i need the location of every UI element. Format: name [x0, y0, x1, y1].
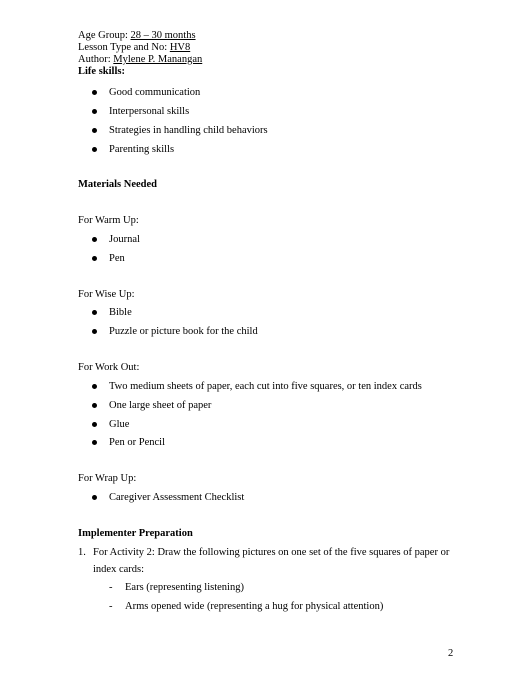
document-page: Age Group: 28 – 30 months Lesson Type and No: HV8 Author: Mylene P. Manangan Life skills: Good communication Interpersonal skills Strategies in handling child behaviors Parenting skills Materials Needed For Warm Up: Journal Pen For Wise Up: Bible Puzzle or picture book for the child For Work Out: Two medium sheets of paper, each cut into five squares, or ten index cards One large sheet of paper Glue Pen or Pencil For Wrap Up: Caregiver Assessment Checklist Implementer Preparation 1. For Activity 2: Draw the following pictures on one set of the five squares of paper or index cards: - Ears (representing listening) - Arms opened wide (representing a hug for physical attention) 2: [78, 30, 454, 659]
preparation-item-line: For Activity 2: Draw the following pictures on one set of the five squares of paper or: [93, 547, 450, 558]
author-line: [78, 54, 202, 66]
dash-marker: -: [109, 582, 113, 593]
preparation-item-line: index cards:: [93, 564, 145, 575]
bullet-icon: [92, 495, 97, 500]
bullet-icon: [92, 109, 97, 114]
bullet-icon: [92, 422, 97, 427]
wrap-up-label: For Wrap Up:: [78, 473, 137, 484]
age-group-value: 28 – 30 months: [130, 30, 196, 41]
bullet-icon: [92, 147, 97, 152]
author-value: Mylene P. Manangan: [113, 54, 203, 65]
dash-marker: -: [109, 601, 113, 612]
bullet-icon: [92, 329, 97, 334]
warm-up-label: For Warm Up:: [78, 215, 139, 226]
lesson-header: [78, 30, 202, 78]
lesson-line: [78, 42, 202, 54]
bullet-icon: [92, 440, 97, 445]
wise-up-label: For Wise Up:: [78, 289, 135, 300]
bullet-icon: [92, 310, 97, 315]
lesson-value: HV8: [169, 42, 191, 53]
life-skills-heading: Life skills:: [78, 66, 125, 77]
author-label: Author:: [78, 54, 114, 65]
age-group-label: Age Group:: [78, 30, 131, 41]
bullet-icon: [92, 128, 97, 133]
lesson-label: Lesson Type and No:: [78, 42, 170, 53]
page-number: 2: [448, 648, 454, 659]
bullet-icon: [92, 403, 97, 408]
work-out-label: For Work Out:: [78, 362, 140, 373]
bullet-icon: [92, 256, 97, 261]
age-group-line: [78, 30, 202, 42]
preparation-heading: Implementer Preparation: [78, 528, 193, 539]
bullet-icon: [92, 237, 97, 242]
materials-heading: Materials Needed: [78, 179, 158, 190]
preparation-item-number: 1.: [78, 547, 86, 558]
bullet-icon: [92, 90, 97, 95]
bullet-icon: [92, 384, 97, 389]
